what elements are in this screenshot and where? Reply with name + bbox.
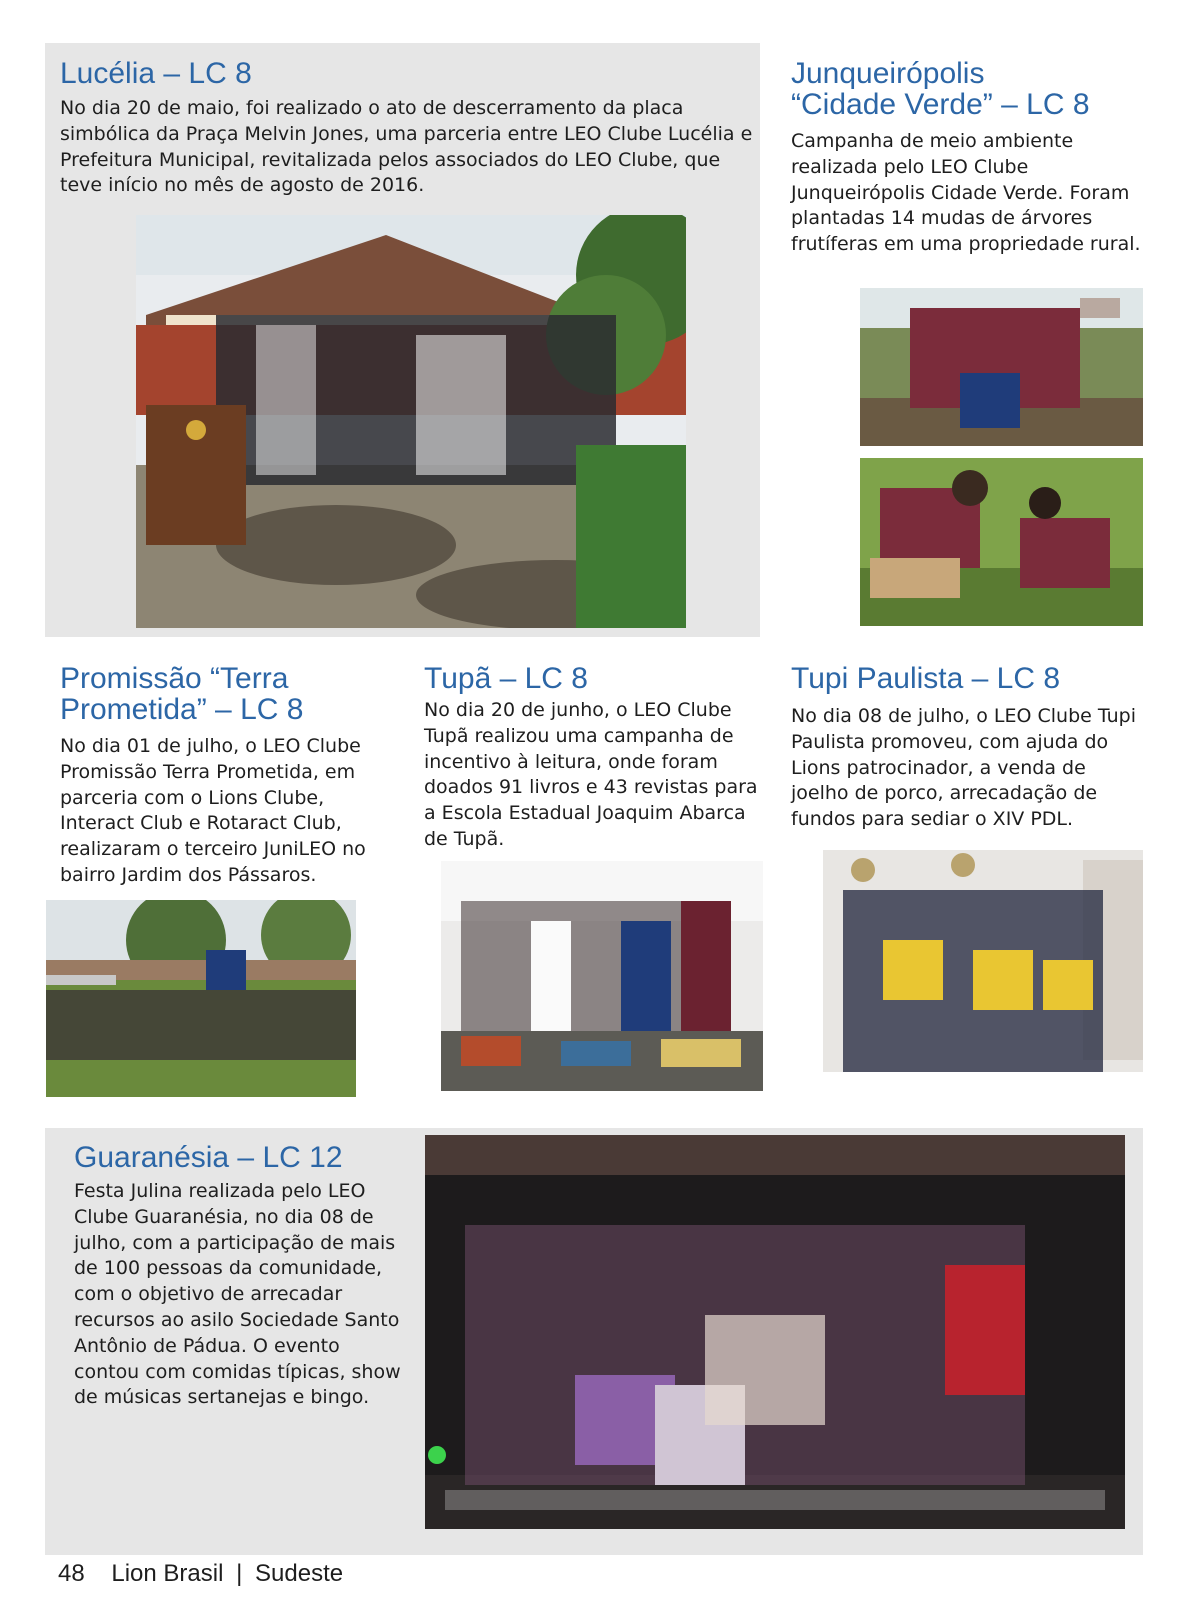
tupa-title: Tupã – LC 8 (424, 662, 588, 695)
lucelia-body: No dia 20 de maio, foi realizado o ato de descerramento da placa simbólica da Praça Melvin Jones, uma parceria entre LEO Clube Lucélia e Prefeitura Municipal, revitalizada pelos associados do LEO Clube, que teve início no mês de agosto de 2016. (60, 97, 753, 197)
lucelia-title: Lucélia – LC 8 (60, 57, 252, 90)
promissao-group-photo (46, 900, 356, 1097)
promissao-body: No dia 01 de julho, o LEO Clube Promissão Terra Prometida, em parceria com o Lions Clube, Interact Club e Rotaract Club, realizaram o terceiro JuniLEO no bairro Jardim dos Pássaros. (60, 735, 366, 886)
guaranesia-body: Festa Julina realizada pelo LEO Clube Guaranésia, no dia 08 de julho, com a participação de mais de 100 pessoas da comunidade, com o objetivo de arrecadar recursos ao asilo Sociedade Santo Antônio de Pádua. O evento contou com comidas típicas, show de músicas sertanejas e bingo. (74, 1180, 401, 1409)
tupi-paulista-group-photo (823, 850, 1143, 1072)
publication-name: Lion Brasil (111, 1560, 224, 1587)
tupa-body: No dia 20 de junho, o LEO Clube Tupã realizou uma campanha de incentivo à leitura, onde foram doados 91 livros e 43 revistas para a Escola Estadual Joaquim Abarca de Tupã. (424, 699, 758, 850)
guaranesia-festa-photo (425, 1135, 1125, 1529)
promissao-title-line2: Prometida” – LC 8 (60, 693, 304, 726)
guaranesia-title: Guaranésia – LC 12 (74, 1141, 343, 1174)
tupa-books-photo (441, 861, 763, 1091)
junqueiropolis-group-photo (860, 288, 1143, 446)
lucelia-group-photo (136, 215, 686, 628)
junqueiropolis-body: Campanha de meio ambiente realizada pelo LEO Clube Junqueirópolis Cidade Verde. Foram plantadas 14 mudas de árvores frutíferas em uma propriedade rural. (791, 130, 1141, 256)
promissao-title-line1: Promissão “Terra (60, 662, 289, 695)
tupi-paulista-body: No dia 08 de julho, o LEO Clube Tupi Paulista promoveu, com ajuda do Lions patrocinador, a venda de joelho de porco, arrecadação de fundos para sediar o XIV PDL. (791, 705, 1136, 831)
promissao-title (60, 663, 303, 725)
page-number: 48 (58, 1560, 85, 1587)
footer-separator: | (236, 1560, 243, 1587)
junqueiropolis-planting-photo (860, 458, 1143, 626)
junqueiropolis-title-line1: Junqueirópolis (791, 57, 985, 90)
section-name: Sudeste (255, 1560, 344, 1587)
page-footer (58, 1560, 349, 1588)
tupi-paulista-title: Tupi Paulista – LC 8 (791, 662, 1061, 695)
junqueiropolis-title-line2: “Cidade Verde” – LC 8 (791, 88, 1090, 121)
junqueiropolis-title (791, 58, 1090, 120)
